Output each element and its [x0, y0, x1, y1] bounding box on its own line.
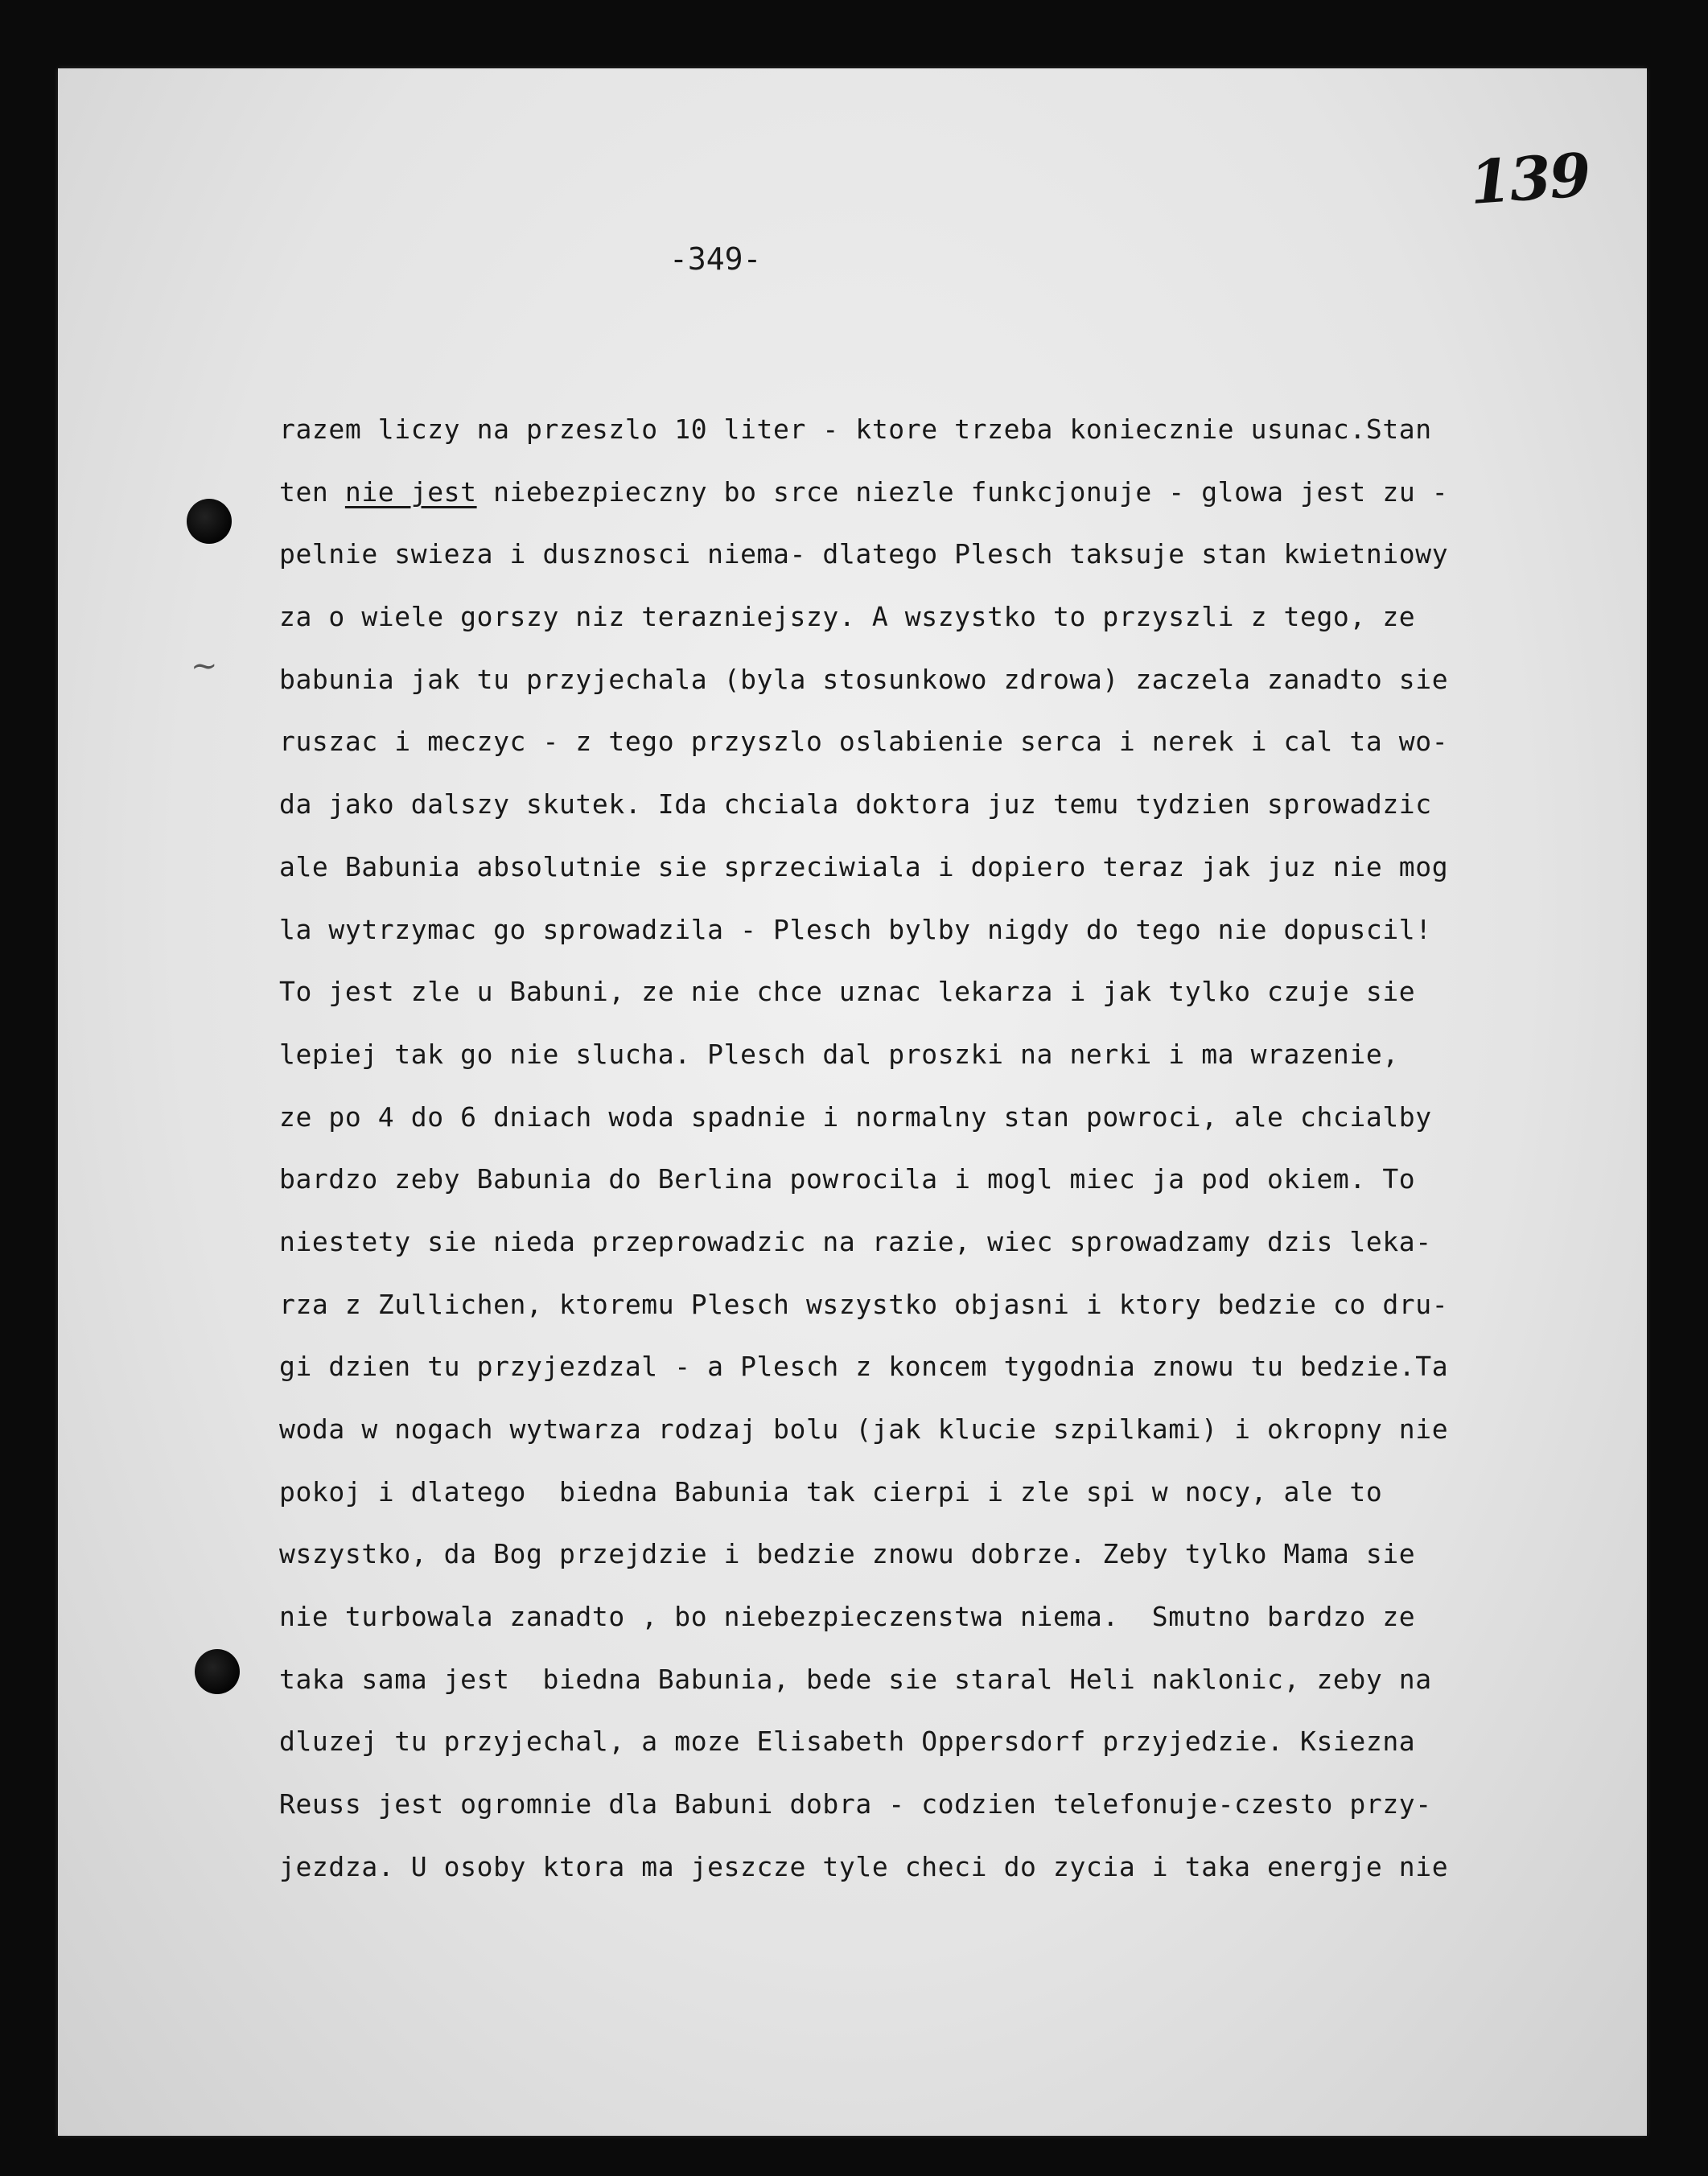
- text-line: woda w nogach wytwarza rodzaj bolu (jak klucie szpilkami) i okropny nie: [279, 1413, 1449, 1445]
- text-line: rza z Zullichen, ktoremu Plesch wszystko objasni i ktory bedzie co dru-: [279, 1288, 1449, 1320]
- text-line: dluzej tu przyjechal, a moze Elisabeth Oppersdorf przyjedzie. Ksiezna: [279, 1726, 1416, 1758]
- text-line: gi dzien tu przyjezdzal - a Plesch z koncem tygodnia znowu tu bedzie.Ta: [279, 1351, 1449, 1383]
- text-line: Reuss jest ogromnie dla Babuni dobra - codzien telefonuje-czesto przy-: [279, 1788, 1432, 1820]
- text-line: pokoj i dlatego biedna Babunia tak cierpi i zle spi w nocy, ale to: [279, 1475, 1383, 1508]
- text-line: lepiej tak go nie slucha. Plesch dal proszki na nerki i ma wrazenie,: [279, 1038, 1399, 1070]
- text-line: babunia jak tu przyjechala (byla stosunkowo zdrowa) zaczela zanadto sie: [279, 663, 1449, 695]
- text-line: ale Babunia absolutnie sie sprzeciwiala i dopiero teraz jak juz nie mog: [279, 850, 1449, 882]
- text-line: ze po 4 do 6 dniach woda spadnie i normalny stan powroci, ale chcialby: [279, 1100, 1432, 1133]
- margin-mark: ~: [191, 648, 218, 685]
- text-line: da jako dalszy skutek. Ida chciala doktora juz temu tydzien sprowadzic: [279, 788, 1432, 821]
- text-line: pelnie swieza i dusznosci niema- dlatego Plesch taksuje stan kwietniowy: [279, 538, 1449, 570]
- text-line: nie turbowala zanadto , bo niebezpieczenstwa niema. Smutno bardzo ze: [279, 1601, 1416, 1633]
- handwritten-folio-number: 139: [1467, 140, 1592, 219]
- text-line: bardzo zeby Babunia do Berlina powrocila i mogl miec ja pod okiem. To: [279, 1163, 1416, 1195]
- text-line: za o wiele gorszy niz terazniejszy. A wszystko to przyszli z tego, ze: [279, 601, 1416, 633]
- text-segment: ten: [279, 475, 345, 508]
- underlined-phrase: nie jest: [344, 475, 477, 508]
- page-number: -349-: [669, 241, 762, 277]
- text-line: wszystko, da Bog przejdzie i bedzie znowu dobrze. Zeby tylko Mama sie: [279, 1538, 1416, 1570]
- text-line: taka sama jest biedna Babunia, bede sie staral Heli naklonic, zeby na: [279, 1663, 1432, 1695]
- text-line: jezdza. U osoby ktora ma jeszcze tyle checi do zycia i taka energje nie: [279, 1850, 1449, 1882]
- typewritten-page: [58, 68, 1647, 2136]
- text-line: ruszac i meczyc - z tego przyszlo oslabienie serca i nerek i cal ta wo-: [279, 726, 1449, 758]
- punch-hole-top: [187, 499, 232, 544]
- text-segment: niebezpieczny bo srce niezle funkcjonuje - glowa jest zu -: [476, 475, 1449, 508]
- text-line: niestety sie nieda przeprowadzic na razie, wiec sprowadzamy dzis leka-: [279, 1225, 1432, 1257]
- punch-hole-bottom: [195, 1649, 240, 1694]
- text-line-underlined: [279, 461, 1615, 524]
- letter-body: [279, 398, 1615, 1898]
- text-line: razem liczy na przeszlo 10 liter - ktore trzeba koniecznie usunac.Stan: [279, 413, 1432, 445]
- text-line: la wytrzymac go sprowadzila - Plesch bylby nigdy do tego nie dopuscil!: [279, 913, 1432, 945]
- text-line: To jest zle u Babuni, ze nie chce uznac lekarza i jak tylko czuje sie: [279, 976, 1416, 1008]
